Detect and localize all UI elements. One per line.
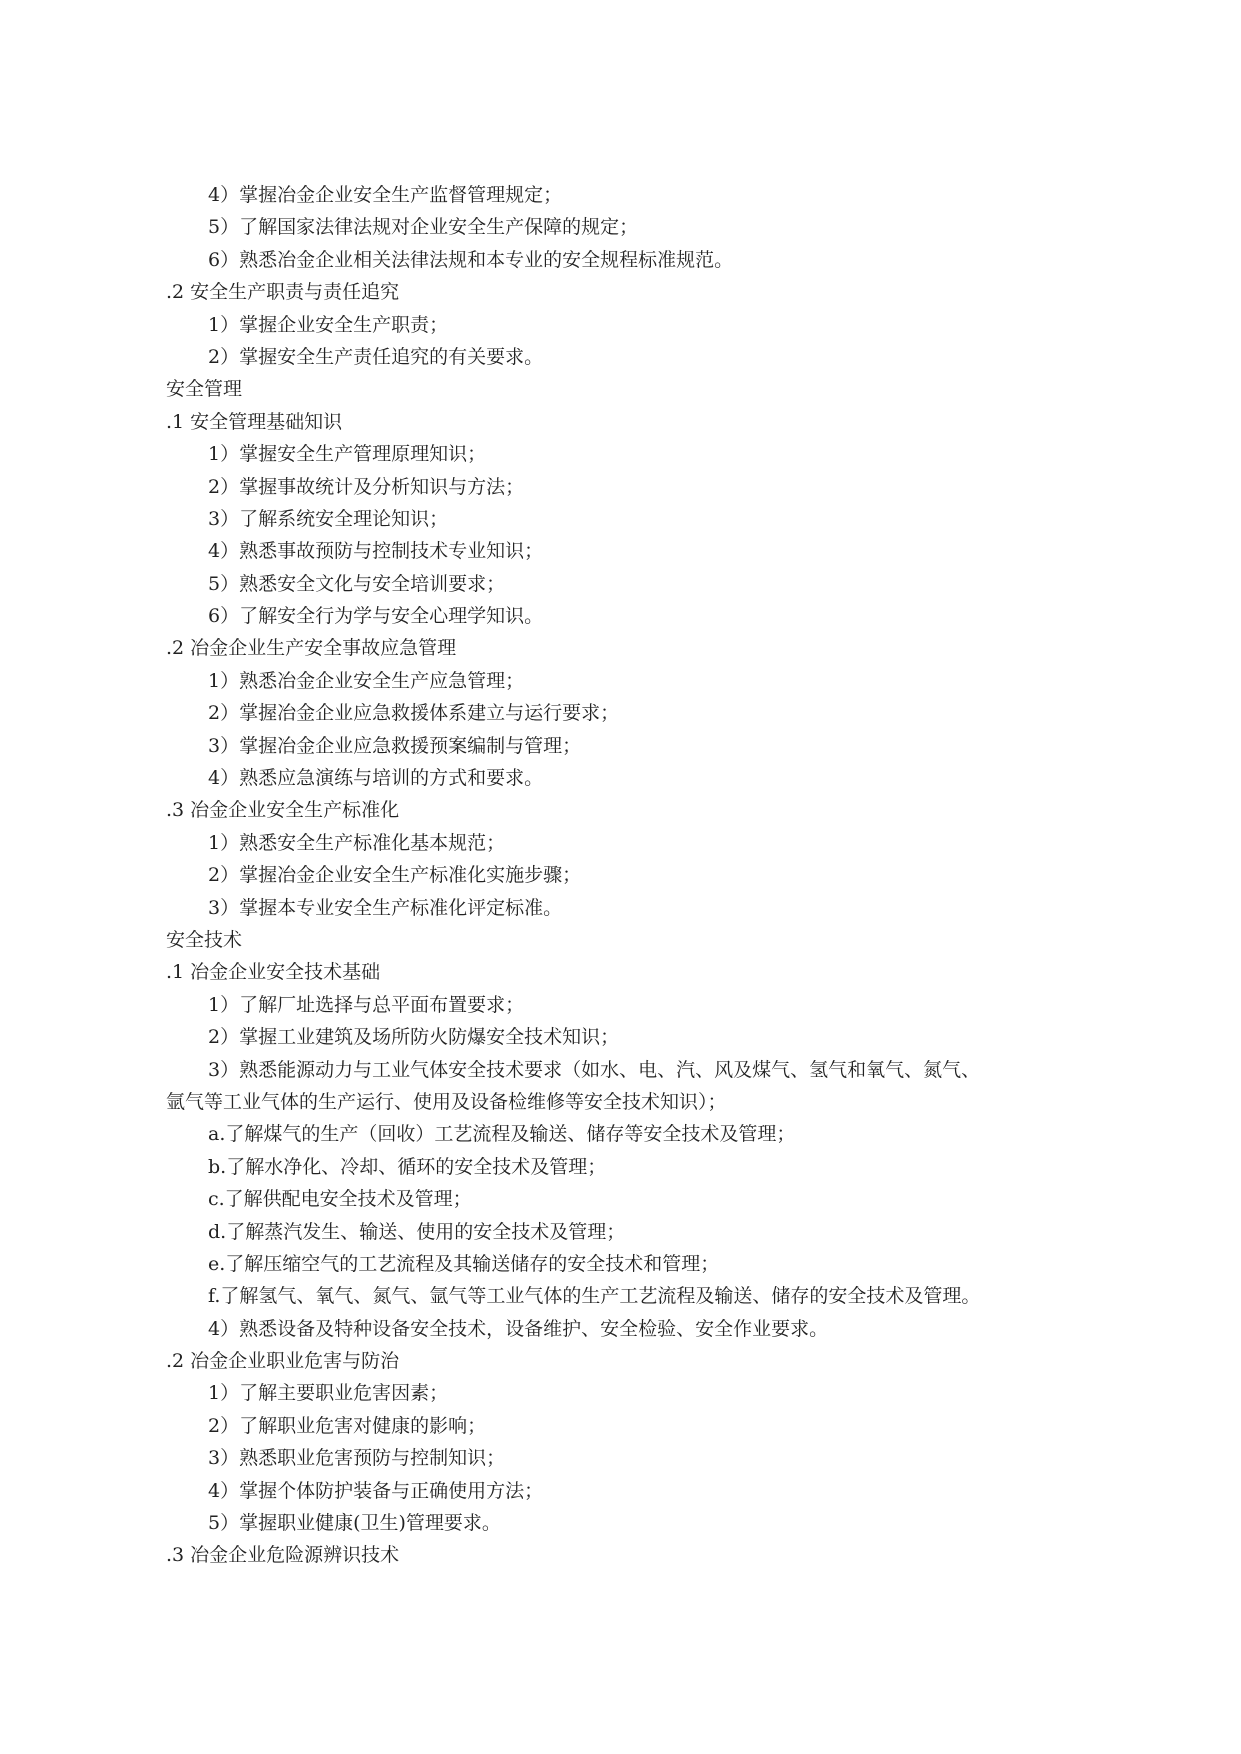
list-item: 1）了解厂址选择与总平面布置要求； — [208, 993, 525, 1016]
section-heading: .3 冶金企业危险源辨识技术 — [166, 1544, 400, 1567]
section-heading: .2 冶金企业职业危害与防治 — [166, 1350, 400, 1373]
list-item: 1）了解主要职业危害因素； — [208, 1382, 449, 1405]
list-item: 3）掌握冶金企业应急救援预案编制与管理； — [208, 734, 582, 757]
list-item: 2）掌握工业建筑及场所防火防爆安全技术知识； — [208, 1026, 620, 1049]
document-body — [166, 179, 1096, 1572]
list-item: e.了解压缩空气的工艺流程及其输送储存的安全技术和管理； — [208, 1252, 720, 1275]
list-item: c.了解供配电安全技术及管理； — [208, 1188, 472, 1211]
list-item: 3）熟悉职业危害预防与控制知识； — [208, 1447, 506, 1470]
list-item: 4）掌握个体防护装备与正确使用方法； — [208, 1479, 544, 1502]
list-item: d.了解蒸汽发生、输送、使用的安全技术及管理； — [208, 1220, 626, 1243]
section-heading: .2 冶金企业生产安全事故应急管理 — [166, 637, 457, 660]
list-item: 2）掌握冶金企业安全生产标准化实施步骤； — [208, 864, 582, 887]
list-item: 5）掌握职业健康(卫生)管理要求。 — [208, 1512, 501, 1535]
section-heading: .3 冶金企业安全生产标准化 — [166, 799, 400, 822]
list-item: 4）熟悉事故预防与控制技术专业知识； — [208, 540, 544, 563]
list-item: 2）掌握冶金企业应急救援体系建立与运行要求； — [208, 702, 620, 725]
list-item: 1）掌握安全生产管理原理知识； — [208, 443, 487, 466]
section-heading: 氩气等工业气体的生产运行、使用及设备检维修等安全技术知识）； — [166, 1090, 727, 1113]
list-item: 1）熟悉冶金企业安全生产应急管理； — [208, 669, 525, 692]
list-item: 1）掌握企业安全生产职责； — [208, 313, 449, 336]
list-item: 2）了解职业危害对健康的影响； — [208, 1414, 487, 1437]
section-heading: 安全技术 — [166, 928, 243, 951]
section-heading: 安全管理 — [166, 378, 243, 401]
list-item: b.了解水净化、冷却、循环的安全技术及管理； — [208, 1155, 607, 1178]
list-item: 2）掌握安全生产责任追究的有关要求。 — [208, 345, 544, 368]
list-item: 3）掌握本专业安全生产标准化评定标准。 — [208, 896, 563, 919]
list-item: 3）了解系统安全理论知识； — [208, 507, 449, 530]
section-heading: .2 安全生产职责与责任追究 — [166, 281, 400, 304]
list-item: a.了解煤气的生产（回收）工艺流程及输送、储存等安全技术及管理； — [208, 1123, 796, 1146]
list-item: 6）熟悉冶金企业相关法律法规和本专业的安全规程标准规范。 — [208, 248, 734, 271]
list-item: 4）掌握冶金企业安全生产监督管理规定； — [208, 184, 563, 206]
section-heading: .1 安全管理基础知识 — [166, 410, 343, 433]
list-item: 4）熟悉应急演练与培训的方式和要求。 — [208, 767, 544, 790]
section-heading: .1 冶金企业安全技术基础 — [166, 961, 381, 984]
list-item: 2）掌握事故统计及分析知识与方法； — [208, 475, 525, 498]
list-item: f.了解氢气、氧气、氮气、氩气等工业气体的生产工艺流程及输送、储存的安全技术及管理。 — [208, 1285, 981, 1308]
list-item: 6）了解安全行为学与安全心理学知识。 — [208, 605, 544, 628]
list-item: 5）了解国家法律法规对企业安全生产保障的规定； — [208, 216, 639, 239]
list-item: 1）熟悉安全生产标准化基本规范； — [208, 831, 506, 854]
list-item: 3）熟悉能源动力与工业气体安全技术要求（如水、电、汽、风及煤气、氢气和氧气、氮气、 — [208, 1058, 981, 1081]
list-item: 4）熟悉设备及特种设备安全技术，设备维护、安全检验、安全作业要求。 — [208, 1317, 829, 1340]
list-item: 5）熟悉安全文化与安全培训要求； — [208, 572, 506, 595]
